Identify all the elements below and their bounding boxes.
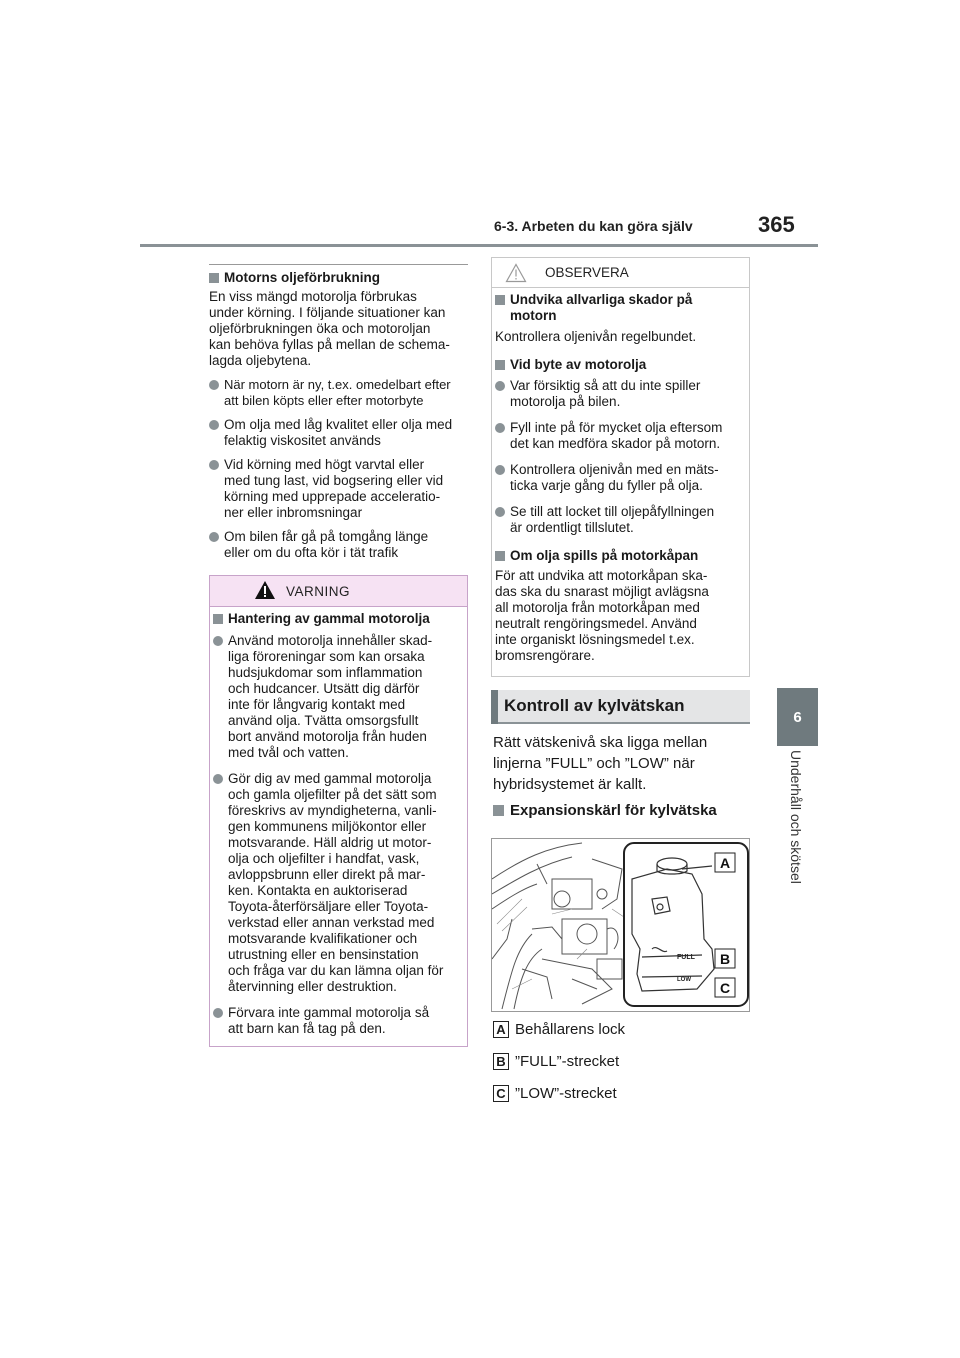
coolant-text: Rätt vätskenivå ska ligga mellan linjerna ”FULL” och ”LOW” när hybridsystemet är kallt. [493, 734, 708, 793]
round-bullet-icon [209, 532, 219, 542]
round-bullet-icon [209, 460, 219, 470]
square-bullet-icon [495, 295, 505, 305]
oil-intro: En viss mängd motorolja förbrukas under körning. I följande situationer kan oljeförbrukningen öka och motoroljan kan behöva fyllas på mellan de schema- lagda oljebytena. [209, 289, 450, 368]
warning-subtitle: Hantering av gammal motorolja [213, 611, 465, 627]
coolant-reservoir-illustration [491, 838, 750, 1012]
square-bullet-icon [495, 360, 505, 370]
notice-subtitle: Undvika allvarliga skador på motorn [495, 292, 747, 324]
oil-consumption-title: Motorns oljeförbrukning [209, 270, 471, 286]
list-item: Använd motorolja innehåller skad- liga föroreningar som kan orsaka hudsjukdomar som inflammation och hudcancer. Utsätt dig därför inte för långvarig kontakt med använd olja. Tvätta omsorgsfullt bort använd motorolja från huden med tvål och vatten. [213, 633, 465, 761]
square-bullet-icon [495, 551, 505, 561]
warning-title: VARNING [286, 584, 351, 599]
round-bullet-icon [213, 774, 223, 784]
list-item: Förvara inte gammal motorolja så att barn kan få tag på den. [213, 1005, 465, 1037]
header-rule [140, 244, 818, 247]
notice-content [495, 292, 747, 664]
list-item: Fyll inte på för mycket olja eftersom det kan medföra skador på motorn. [495, 420, 747, 452]
round-bullet-icon [495, 465, 505, 475]
round-bullet-icon [213, 636, 223, 646]
notice-header-rule [492, 287, 749, 288]
legend-item [493, 1053, 619, 1070]
list-item: Om bilen får gå på tomgång länge eller om du ofta kör i tät trafik [209, 529, 471, 561]
chapter-label: Underhåll och skötsel [788, 750, 804, 884]
round-bullet-icon [495, 381, 505, 391]
round-bullet-icon [213, 1008, 223, 1018]
square-bullet-icon [493, 805, 504, 816]
callout-b: B [719, 951, 731, 967]
notice-subtitle: Om olja spills på motorkåpan [495, 548, 747, 564]
legend-letter: C [493, 1085, 509, 1102]
list-item: Vid körning med högt varvtal eller med tung last, vid bogsering eller vid körning med upprepade acceleratio- ner eller inbromsningar [209, 457, 471, 521]
round-bullet-icon [209, 420, 219, 430]
list-item: Se till att locket till oljepåfyllningen är ordentligt tillslutet. [495, 504, 747, 536]
notice-title: OBSERVERA [545, 265, 629, 280]
round-bullet-icon [209, 380, 219, 390]
list-item: Om olja med låg kvalitet eller olja med felaktig viskositet används [209, 417, 471, 449]
list-item: Gör dig av med gammal motorolja och gamla oljefilter på det sätt som föreskrivs av myndigheterna, vanli- gen kommunens miljökontor eller motsvarande. Häll aldrig ut motor- olja och oljefilter i handfat, vask, avloppsbrunn eller direkt på mar- ken. Kontakta en auktoriserad Toyota-återförsäljare eller Toyota- verkstad eller annan verkstad med motsvarande kvalifikationer och utrustning eller en bensinstation och fråga var du kan lämna oljan för återvinning eller destruktion. [213, 771, 465, 995]
callout-c: C [719, 980, 731, 996]
list-item: När motorn är ny, t.ex. omedelbart efter att bilen köpts eller efter motorbyte [209, 377, 471, 409]
chapter-tab[interactable]: 6 [777, 688, 818, 746]
legend-text: ”LOW”-strecket [515, 1085, 617, 1102]
section-title: 6-3. Arbeten du kan göra själv [494, 218, 693, 234]
low-mark-label: LOW [677, 977, 691, 983]
caution-triangle-icon [505, 263, 527, 283]
list-item: Var försiktig så att du inte spiller motorolja på bilen. [495, 378, 747, 410]
notice-text: För att undvika att motorkåpan ska- das ska du snarast möjligt avlägsna all motorolja från motorkåpan med neutralt rengöringsmedel. Använd inte organiskt lösningsmedel t.ex. bromsrengörare. [495, 568, 709, 663]
warning-content [213, 611, 465, 1037]
section-heading-bar [491, 690, 498, 724]
square-bullet-icon [209, 273, 219, 283]
column-rule [209, 264, 468, 265]
oil-consumption-section [209, 270, 471, 561]
page-number: 365 [758, 212, 795, 237]
list-item: Kontrollera oljenivån med en mäts- ticka varje gång du fyller på olja. [495, 462, 747, 494]
section-heading: Kontroll av kylvätskan [504, 696, 685, 715]
square-bullet-icon [213, 614, 223, 624]
legend-text: Behållarens lock [515, 1021, 626, 1038]
engine-bay-drawing [492, 839, 750, 1012]
legend-letter: A [493, 1021, 509, 1038]
round-bullet-icon [495, 423, 505, 433]
full-mark-label: FULL [677, 954, 695, 961]
notice-subtitle: Vid byte av motorolja [495, 357, 747, 373]
legend-letter: B [493, 1053, 509, 1070]
legend-item [493, 1021, 625, 1038]
coolant-subtitle: Expansionskärl för kylvätska [493, 802, 717, 819]
warning-triangle-icon [254, 580, 276, 600]
legend-text: ”FULL”-strecket [515, 1053, 620, 1070]
notice-text: Kontrollera oljenivån regelbundet. [495, 329, 697, 344]
round-bullet-icon [495, 507, 505, 517]
callout-a: A [719, 855, 731, 871]
legend-item [493, 1085, 617, 1102]
